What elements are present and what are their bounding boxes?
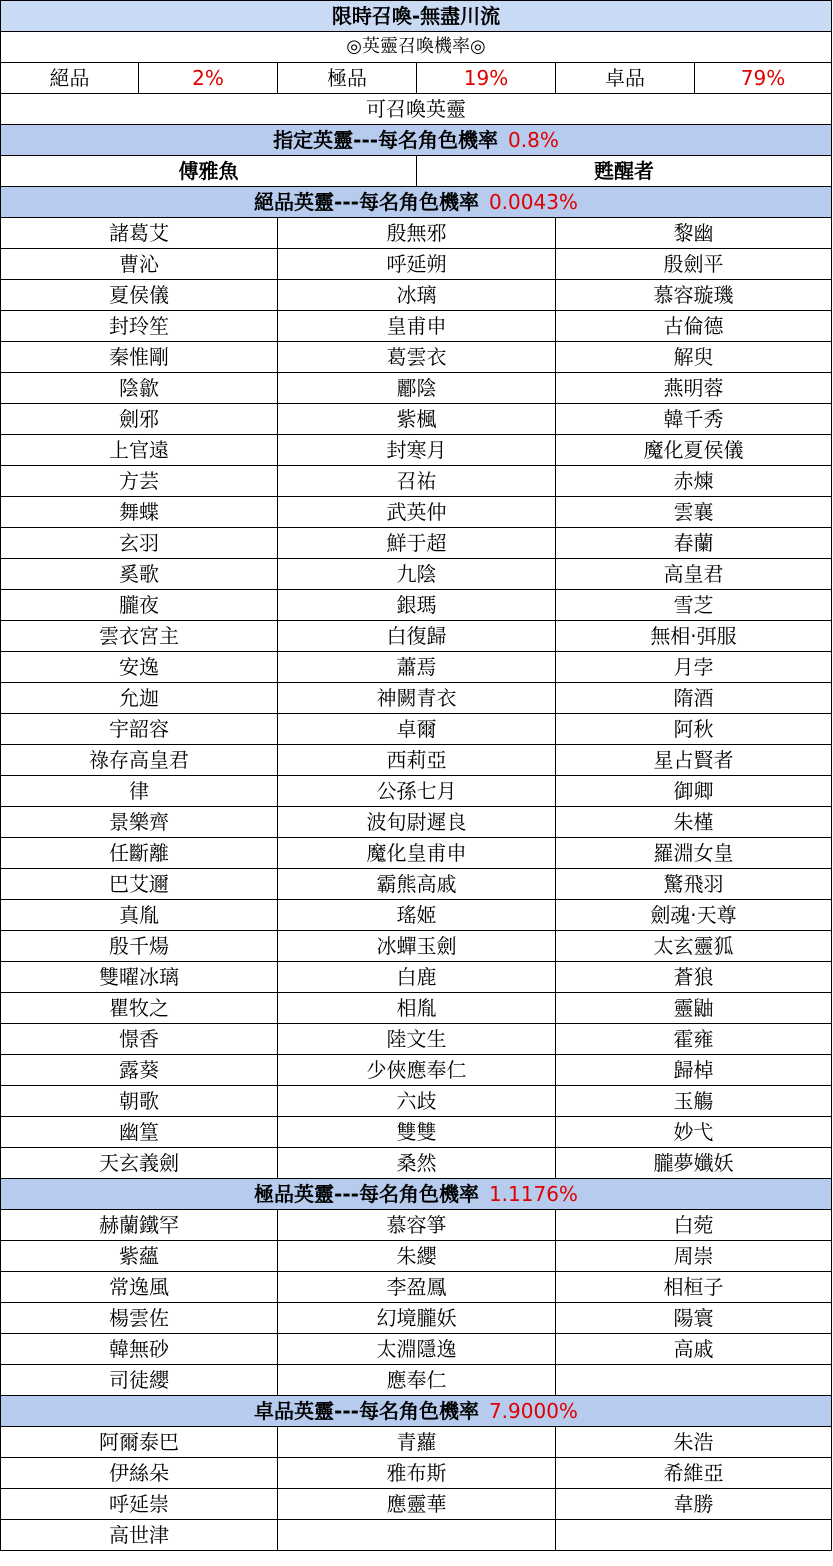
hero-row bbox=[1, 497, 832, 528]
hero-name: 紫蘊 bbox=[1, 1241, 278, 1272]
section-title: 指定英靈---每名角色機率 bbox=[273, 128, 499, 152]
page-title: 限時召喚-無盡川流 bbox=[1, 1, 832, 32]
hero-row bbox=[1, 1024, 832, 1055]
hero-name: 朱浩 bbox=[556, 1427, 832, 1458]
hero-row bbox=[1, 931, 832, 962]
hero-row bbox=[1, 156, 832, 187]
hero-name: 魔化皇甫申 bbox=[278, 838, 556, 869]
hero-name: 陰歙 bbox=[1, 373, 278, 404]
hero-name: 憬香 bbox=[1, 1024, 278, 1055]
hero-row bbox=[1, 1055, 832, 1086]
hero-row bbox=[1, 590, 832, 621]
hero-name: 歸棹 bbox=[556, 1055, 832, 1086]
hero-name: 桑然 bbox=[278, 1148, 556, 1179]
hero-name: 呼延崇 bbox=[1, 1489, 278, 1520]
section-rate: 0.0043% bbox=[488, 190, 578, 214]
section-header-rare bbox=[1, 1396, 832, 1427]
hero-name: 韋勝 bbox=[556, 1489, 832, 1520]
hero-name: 鮮于超 bbox=[278, 528, 556, 559]
hero-row bbox=[1, 1365, 832, 1396]
hero-name: 安逸 bbox=[1, 652, 278, 683]
hero-row bbox=[1, 683, 832, 714]
hero-name: 雙雙 bbox=[278, 1117, 556, 1148]
hero-row bbox=[1, 218, 832, 249]
section-title: 絕品英靈---每名角色機率 bbox=[254, 190, 479, 214]
hero-name: 雙曜冰璃 bbox=[1, 962, 278, 993]
hero-name: 傅雅魚 bbox=[1, 156, 417, 187]
section-header-cell bbox=[1, 1179, 832, 1210]
hero-name: 殷劍平 bbox=[556, 249, 832, 280]
hero-row bbox=[1, 714, 832, 745]
hero-name: 露葵 bbox=[1, 1055, 278, 1086]
hero-name: 紫楓 bbox=[278, 404, 556, 435]
hero-name: 波旬尉遲良 bbox=[278, 807, 556, 838]
hero-name bbox=[278, 1520, 556, 1551]
hero-row bbox=[1, 311, 832, 342]
hero-name: 朱槿 bbox=[556, 807, 832, 838]
hero-row bbox=[1, 838, 832, 869]
section-header-cell bbox=[1, 1396, 832, 1427]
hero-name: 阿秋 bbox=[556, 714, 832, 745]
hero-name: 慕容箏 bbox=[278, 1210, 556, 1241]
hero-name: 常逸風 bbox=[1, 1272, 278, 1303]
hero-row bbox=[1, 528, 832, 559]
hero-name: 周崇 bbox=[556, 1241, 832, 1272]
hero-name bbox=[556, 1365, 832, 1396]
hero-name: 封寒月 bbox=[278, 435, 556, 466]
hero-name: 御卿 bbox=[556, 776, 832, 807]
hero-name: 少俠應奉仁 bbox=[278, 1055, 556, 1086]
hero-name: 武英仲 bbox=[278, 497, 556, 528]
hero-row bbox=[1, 404, 832, 435]
hero-row bbox=[1, 466, 832, 497]
hero-name: 召祐 bbox=[278, 466, 556, 497]
hero-name: 解臾 bbox=[556, 342, 832, 373]
hero-name: 羅淵女皇 bbox=[556, 838, 832, 869]
hero-row bbox=[1, 1520, 832, 1551]
rarity-label-rare: 卓品 bbox=[556, 63, 695, 94]
hero-name: 九陰 bbox=[278, 559, 556, 590]
hero-row bbox=[1, 900, 832, 931]
hero-row bbox=[1, 1427, 832, 1458]
hero-name: 韓無砂 bbox=[1, 1334, 278, 1365]
hero-name: 祿存高皇君 bbox=[1, 745, 278, 776]
hero-name: 瑤姬 bbox=[278, 900, 556, 931]
hero-name: 皇甫申 bbox=[278, 311, 556, 342]
hero-row bbox=[1, 280, 832, 311]
hero-name: 殷無邪 bbox=[278, 218, 556, 249]
hero-name: 雪芝 bbox=[556, 590, 832, 621]
hero-name: 司徒纓 bbox=[1, 1365, 278, 1396]
hero-row bbox=[1, 435, 832, 466]
hero-name: 景樂齊 bbox=[1, 807, 278, 838]
hero-name: 赤煉 bbox=[556, 466, 832, 497]
hero-row bbox=[1, 249, 832, 280]
hero-name: 殷千煬 bbox=[1, 931, 278, 962]
hero-name: 卓爾 bbox=[278, 714, 556, 745]
section-rate: 1.1176% bbox=[488, 1182, 578, 1206]
hero-name: 玄羽 bbox=[1, 528, 278, 559]
hero-row bbox=[1, 1086, 832, 1117]
hero-name: 雅布斯 bbox=[278, 1458, 556, 1489]
hero-name: 希維亞 bbox=[556, 1458, 832, 1489]
hero-name: 夏侯儀 bbox=[1, 280, 278, 311]
hero-name: 雲襄 bbox=[556, 497, 832, 528]
rarity-label-legendary: 絕品 bbox=[1, 63, 139, 94]
section-header-epic bbox=[1, 1179, 832, 1210]
rarity-rate-rare: 79% bbox=[695, 63, 832, 94]
hero-name: 太淵隱逸 bbox=[278, 1334, 556, 1365]
hero-name: 冰蟬玉劍 bbox=[278, 931, 556, 962]
hero-name: 劍邪 bbox=[1, 404, 278, 435]
section-rate: 0.8% bbox=[508, 128, 559, 152]
hero-row bbox=[1, 1303, 832, 1334]
hero-name: 律 bbox=[1, 776, 278, 807]
hero-row bbox=[1, 869, 832, 900]
rarity-rate-legendary: 2% bbox=[139, 63, 278, 94]
rarity-label-epic: 極品 bbox=[278, 63, 417, 94]
hero-row bbox=[1, 807, 832, 838]
hero-row bbox=[1, 621, 832, 652]
hero-name: 阿爾泰巴 bbox=[1, 1427, 278, 1458]
hero-name: 甦醒者 bbox=[417, 156, 832, 187]
hero-name: 允迦 bbox=[1, 683, 278, 714]
hero-name: 朝歌 bbox=[1, 1086, 278, 1117]
hero-name: 應奉仁 bbox=[278, 1365, 556, 1396]
hero-name: 玉觴 bbox=[556, 1086, 832, 1117]
hero-name: 霸熊高戚 bbox=[278, 869, 556, 900]
rate-subtitle: ◎英靈召喚機率◎ bbox=[1, 32, 832, 63]
section-title: 卓品英靈---每名角色機率 bbox=[254, 1399, 479, 1423]
hero-row bbox=[1, 1241, 832, 1272]
hero-name: 白復歸 bbox=[278, 621, 556, 652]
hero-name: 劍魂·天尊 bbox=[556, 900, 832, 931]
hero-name bbox=[556, 1520, 832, 1551]
hero-row bbox=[1, 1334, 832, 1365]
hero-name: 相桓子 bbox=[556, 1272, 832, 1303]
hero-name: 幻境朧妖 bbox=[278, 1303, 556, 1334]
hero-name: 古倫德 bbox=[556, 311, 832, 342]
hero-name: 春蘭 bbox=[556, 528, 832, 559]
hero-name: 瞿牧之 bbox=[1, 993, 278, 1024]
hero-name: 黎幽 bbox=[556, 218, 832, 249]
hero-name: 霍雍 bbox=[556, 1024, 832, 1055]
hero-name: 高世津 bbox=[1, 1520, 278, 1551]
hero-name: 雲衣宮主 bbox=[1, 621, 278, 652]
hero-row bbox=[1, 745, 832, 776]
hero-row bbox=[1, 1117, 832, 1148]
rarity-rate-row bbox=[1, 63, 832, 94]
hero-name: 蒼狼 bbox=[556, 962, 832, 993]
hero-name: 隋酒 bbox=[556, 683, 832, 714]
hero-name: 伊絲朵 bbox=[1, 1458, 278, 1489]
hero-name: 赫蘭鐵罕 bbox=[1, 1210, 278, 1241]
section-rate: 7.9000% bbox=[488, 1399, 578, 1423]
hero-row bbox=[1, 652, 832, 683]
hero-name: 高戚 bbox=[556, 1334, 832, 1365]
hero-name: 陸文生 bbox=[278, 1024, 556, 1055]
hero-name: 神闕青衣 bbox=[278, 683, 556, 714]
hero-name: 蕭焉 bbox=[278, 652, 556, 683]
hero-name: 秦惟剛 bbox=[1, 342, 278, 373]
title-row bbox=[1, 1, 832, 32]
hero-row bbox=[1, 962, 832, 993]
hero-row bbox=[1, 1489, 832, 1520]
summonable-label: 可召喚英靈 bbox=[1, 94, 832, 125]
hero-name: 星占賢者 bbox=[556, 745, 832, 776]
hero-name: 白菀 bbox=[556, 1210, 832, 1241]
rarity-rate-epic: 19% bbox=[417, 63, 556, 94]
hero-name: 靈鼬 bbox=[556, 993, 832, 1024]
hero-name: 巴艾邇 bbox=[1, 869, 278, 900]
hero-name: 李盈鳳 bbox=[278, 1272, 556, 1303]
subtitle-row bbox=[1, 32, 832, 63]
hero-name: 奚歌 bbox=[1, 559, 278, 590]
hero-row bbox=[1, 1272, 832, 1303]
hero-row bbox=[1, 993, 832, 1024]
hero-name: 諸葛艾 bbox=[1, 218, 278, 249]
hero-name: 六歧 bbox=[278, 1086, 556, 1117]
section-title: 極品英靈---每名角色機率 bbox=[254, 1182, 479, 1206]
hero-name: 朧夜 bbox=[1, 590, 278, 621]
hero-name: 葛雲衣 bbox=[278, 342, 556, 373]
hero-name: 陽寰 bbox=[556, 1303, 832, 1334]
hero-name: 宇韶容 bbox=[1, 714, 278, 745]
hero-name: 青蘿 bbox=[278, 1427, 556, 1458]
summonable-row bbox=[1, 94, 832, 125]
hero-name: 驚飛羽 bbox=[556, 869, 832, 900]
section-header-designated bbox=[1, 125, 832, 156]
hero-name: 韓千秀 bbox=[556, 404, 832, 435]
hero-row bbox=[1, 776, 832, 807]
hero-name: 太玄靈狐 bbox=[556, 931, 832, 962]
hero-name: 封玲笙 bbox=[1, 311, 278, 342]
hero-name: 相胤 bbox=[278, 993, 556, 1024]
hero-name: 無相·弭服 bbox=[556, 621, 832, 652]
hero-row bbox=[1, 559, 832, 590]
hero-row bbox=[1, 373, 832, 404]
hero-name: 曹沁 bbox=[1, 249, 278, 280]
hero-row bbox=[1, 1458, 832, 1489]
hero-name: 應靈華 bbox=[278, 1489, 556, 1520]
hero-name: 酈陰 bbox=[278, 373, 556, 404]
hero-name: 高皇君 bbox=[556, 559, 832, 590]
hero-name: 朱纓 bbox=[278, 1241, 556, 1272]
hero-name: 上官遠 bbox=[1, 435, 278, 466]
hero-name: 月孛 bbox=[556, 652, 832, 683]
hero-name: 幽篁 bbox=[1, 1117, 278, 1148]
hero-name: 妙弋 bbox=[556, 1117, 832, 1148]
hero-name: 公孫七月 bbox=[278, 776, 556, 807]
hero-name: 朧夢孅妖 bbox=[556, 1148, 832, 1179]
hero-name: 冰璃 bbox=[278, 280, 556, 311]
hero-name: 白鹿 bbox=[278, 962, 556, 993]
hero-name: 真胤 bbox=[1, 900, 278, 931]
section-header-cell bbox=[1, 125, 832, 156]
hero-name: 銀瑪 bbox=[278, 590, 556, 621]
section-header-cell bbox=[1, 187, 832, 218]
section-header-legendary bbox=[1, 187, 832, 218]
hero-name: 魔化夏侯儀 bbox=[556, 435, 832, 466]
hero-name: 任斷離 bbox=[1, 838, 278, 869]
hero-name: 舞蝶 bbox=[1, 497, 278, 528]
hero-name: 方芸 bbox=[1, 466, 278, 497]
hero-row bbox=[1, 1210, 832, 1241]
hero-row bbox=[1, 1148, 832, 1179]
hero-name: 慕容璇璣 bbox=[556, 280, 832, 311]
hero-name: 燕明蓉 bbox=[556, 373, 832, 404]
hero-row bbox=[1, 342, 832, 373]
hero-name: 呼延朔 bbox=[278, 249, 556, 280]
hero-name: 天玄義劍 bbox=[1, 1148, 278, 1179]
hero-name: 西莉亞 bbox=[278, 745, 556, 776]
hero-name: 楊雲佐 bbox=[1, 1303, 278, 1334]
